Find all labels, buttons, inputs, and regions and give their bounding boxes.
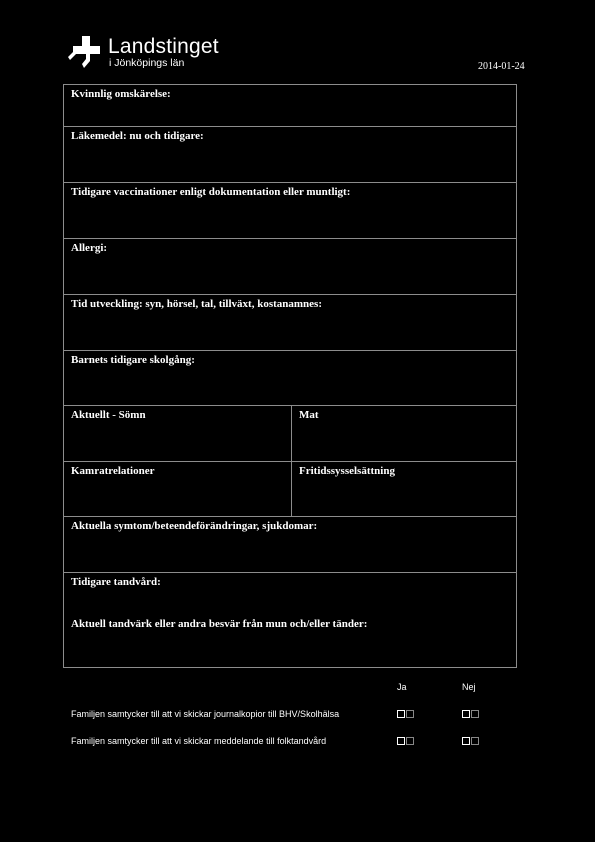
form-label: Kamratrelationer xyxy=(71,465,155,477)
form-cell-somn[interactable] xyxy=(64,406,291,461)
logo-name: Landstinget xyxy=(108,35,219,58)
form-row-symtom[interactable] xyxy=(64,517,516,573)
consent-question-journal: Familjen samtycker till att vi skickar journalkopior till BHV/Skolhälsa xyxy=(71,709,340,719)
form-cell-mat[interactable] xyxy=(291,406,516,461)
form-row-omskarelse[interactable] xyxy=(64,85,516,127)
form-label: Aktuellt - Sömn xyxy=(71,409,146,421)
form-label: Kvinnlig omskärelse: xyxy=(71,88,171,100)
form-row-somn-mat xyxy=(64,406,516,462)
form-row-skolgang[interactable] xyxy=(64,351,516,406)
form-label: Tid utveckling: syn, hörsel, tal, tillväxt, kostanamnes: xyxy=(71,298,322,310)
consent-no-header: Nej xyxy=(462,682,476,692)
form-row-utveckling[interactable] xyxy=(64,295,516,351)
form-label-tandvark: Aktuell tandvärk eller andra besvär från mun och/eller tänder: xyxy=(71,618,368,630)
form-label: Mat xyxy=(299,409,319,421)
form-row-tandvard[interactable] xyxy=(64,573,516,667)
form-label: Aktuella symtom/beteendeförändringar, sjukdomar: xyxy=(71,520,318,532)
checkbox-folktandvard-yes[interactable] xyxy=(397,737,413,747)
checkbox-journal-no[interactable] xyxy=(462,710,478,720)
health-form xyxy=(63,84,517,668)
form-row-allergi[interactable] xyxy=(64,239,516,295)
form-label: Tidigare tandvård: xyxy=(71,576,161,588)
landstinget-logo xyxy=(68,34,228,74)
form-cell-fritid[interactable] xyxy=(291,462,516,516)
form-label: Allergi: xyxy=(71,242,108,254)
form-label: Barnets tidigare skolgång: xyxy=(71,354,195,366)
checkbox-journal-yes[interactable] xyxy=(397,710,413,720)
consent-question-folktandvard: Familjen samtycker till att vi skickar meddelande till folktandvård xyxy=(71,736,327,746)
checkbox-folktandvard-no[interactable] xyxy=(462,737,478,747)
form-label: Fritidssysselsättning xyxy=(299,465,395,477)
logo-subtitle: i Jönköpings län xyxy=(109,57,185,69)
form-cell-kamratrelationer[interactable] xyxy=(64,462,291,516)
form-label: Läkemedel: nu och tidigare: xyxy=(71,130,204,142)
form-row-lakemedel[interactable] xyxy=(64,127,516,183)
form-row-kamrat-fritid xyxy=(64,462,516,517)
landstinget-cross-icon xyxy=(68,34,104,70)
consent-yes-header: Ja xyxy=(397,682,407,692)
form-label: Tidigare vaccinationer enligt dokumentation eller muntligt: xyxy=(71,186,351,198)
form-row-vaccinationer[interactable] xyxy=(64,183,516,239)
document-date: 2014-01-24 xyxy=(478,61,525,72)
